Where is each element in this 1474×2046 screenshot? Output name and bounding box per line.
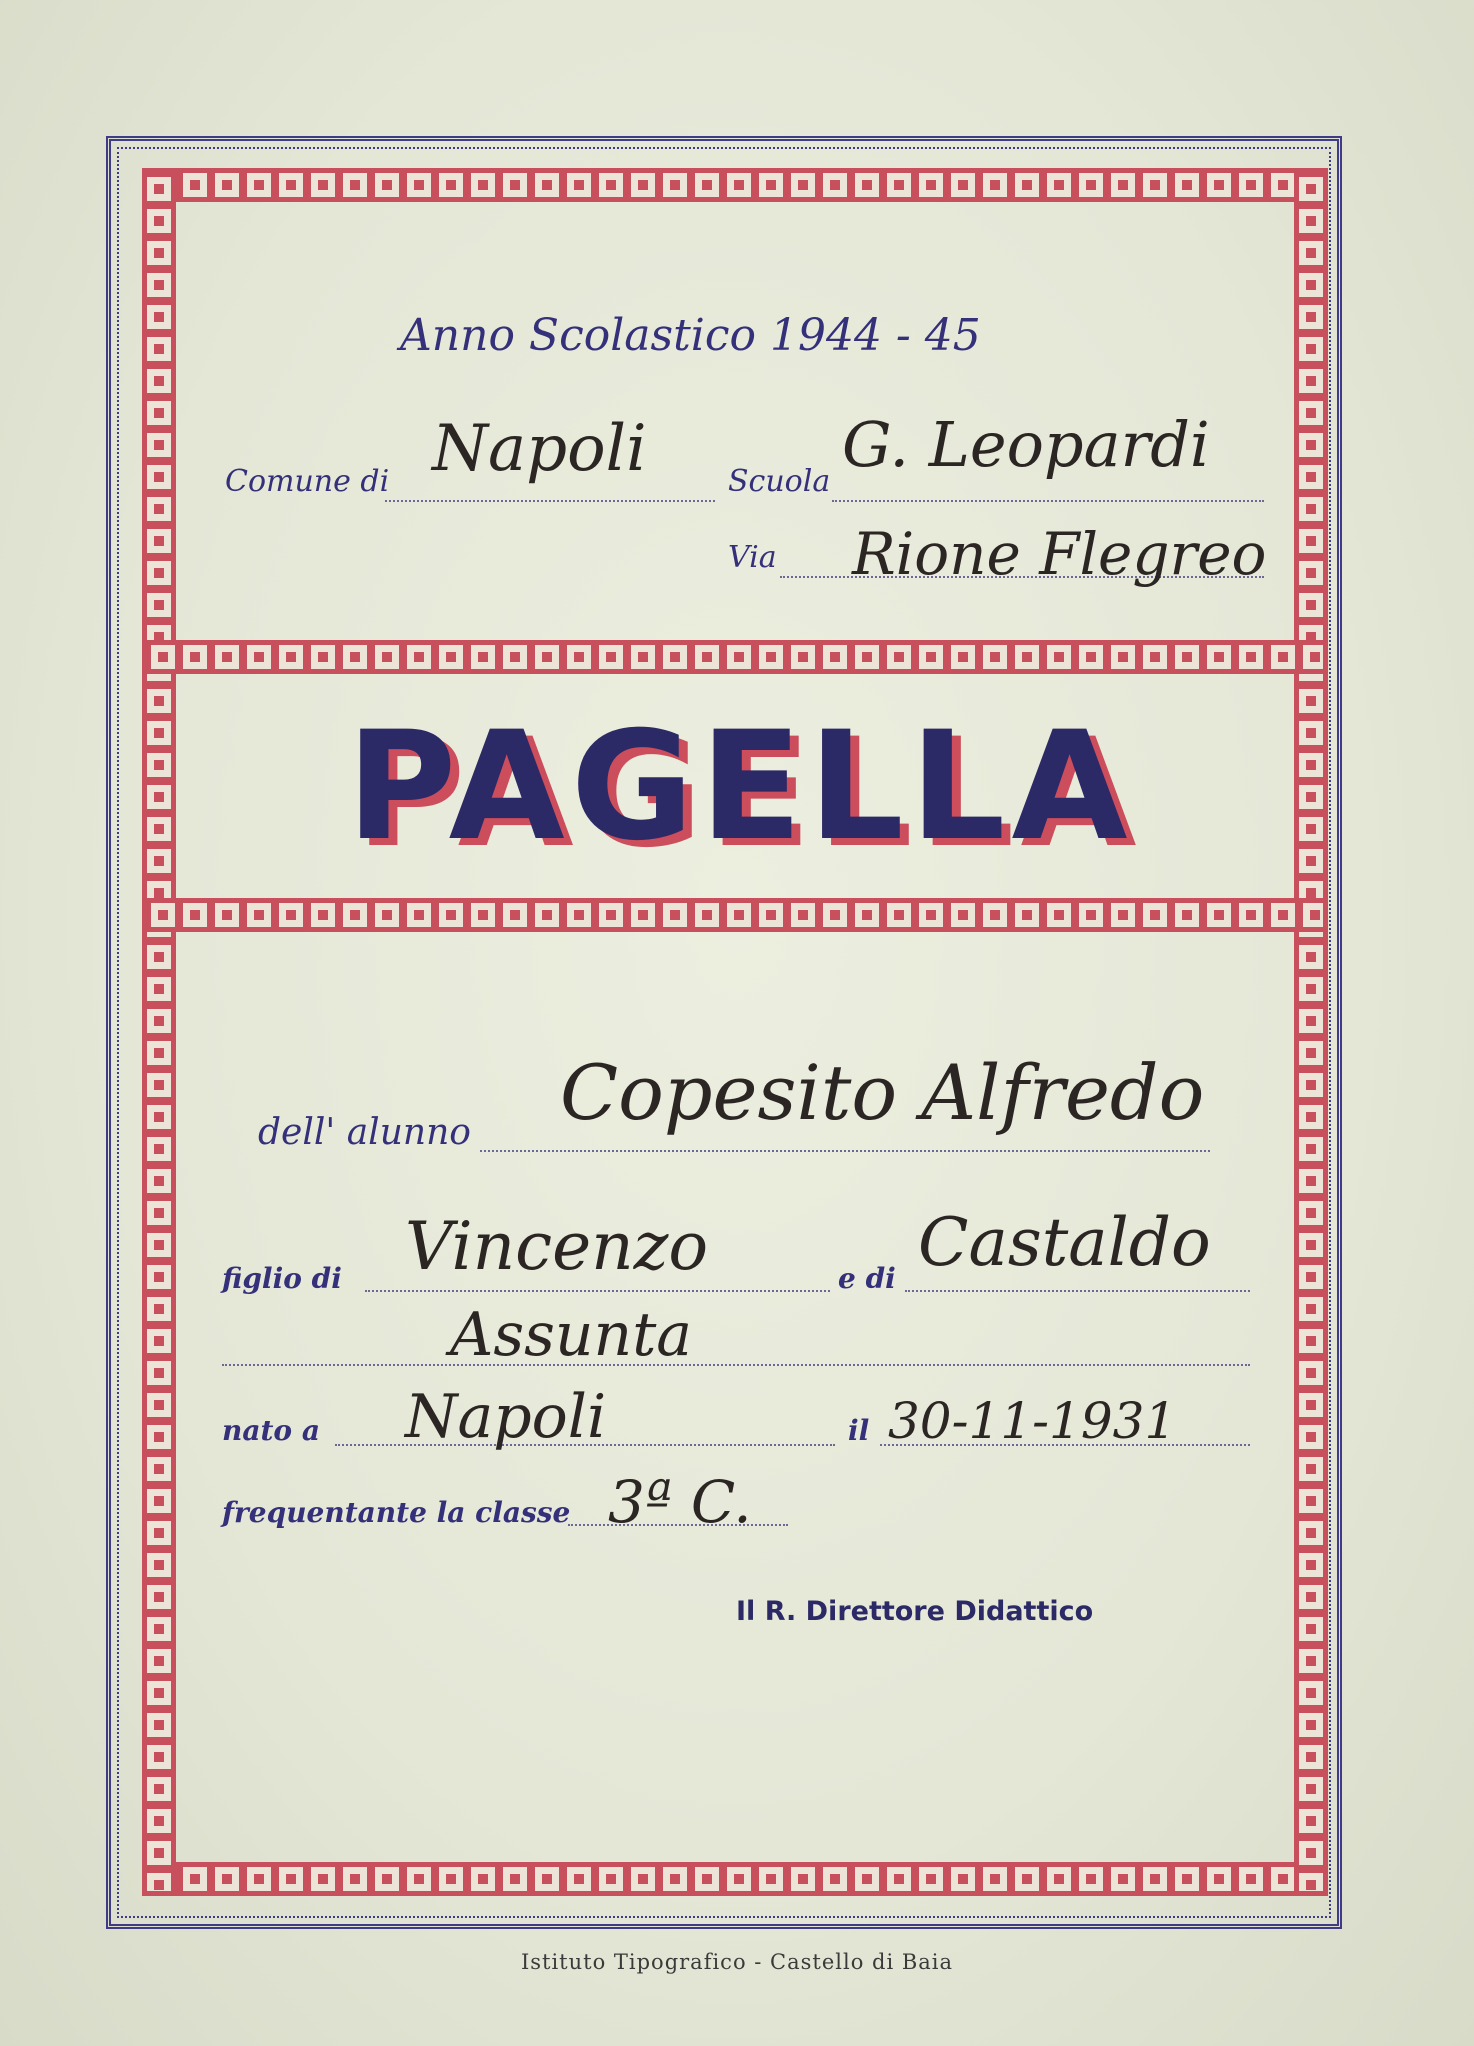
outer-ornamental-border [106,136,1342,1929]
madre-dotted-line [905,1290,1250,1292]
madre-value: Castaldo [918,1204,1211,1281]
key-border-left [142,168,176,1896]
padre-value: Vincenzo [405,1208,709,1285]
key-divider-upper [142,640,1328,674]
classe-value: 3ª C. [608,1468,752,1536]
alunno-value: Copesito Alfredo [560,1048,1205,1137]
alunno-dotted-line [480,1150,1210,1152]
e-di-label: e di [838,1262,896,1295]
key-border-right [1294,168,1328,1896]
comune-value: Napoli [432,412,647,486]
director-signature-label: Il R. Direttore Didattico [736,1596,1094,1627]
school-year: Anno Scolastico 1944 - 45 [400,310,981,361]
madre-value-continuation: Assunta [450,1300,693,1370]
printer-imprint: Istituto Tipografico - Castello di Baia [520,1950,954,1974]
key-border-top [142,168,1328,202]
il-label: il [848,1414,870,1447]
nato-value: Napoli [405,1382,607,1452]
via-label: Via [728,540,777,575]
madre-continuation-dotted-line [222,1364,1250,1366]
nato-label: nato a [222,1414,320,1447]
classe-label: frequentante la classe [222,1496,571,1529]
comune-dotted-line [385,500,715,502]
figlio-label: figlio di [222,1262,342,1295]
scuola-value: G. Leopardi [842,408,1210,481]
comune-label: Comune di [225,464,390,499]
alunno-label: dell' alunno [258,1112,471,1153]
padre-dotted-line [365,1290,830,1292]
scuola-label: Scuola [728,464,831,499]
key-divider-lower [142,898,1328,932]
via-value: Rione Flegreo [852,520,1267,588]
document-title: PAGELLA [346,700,1134,874]
scuola-dotted-line [832,500,1264,502]
key-border-bottom [142,1862,1328,1896]
data-nascita-value: 30-11-1931 [888,1392,1177,1450]
